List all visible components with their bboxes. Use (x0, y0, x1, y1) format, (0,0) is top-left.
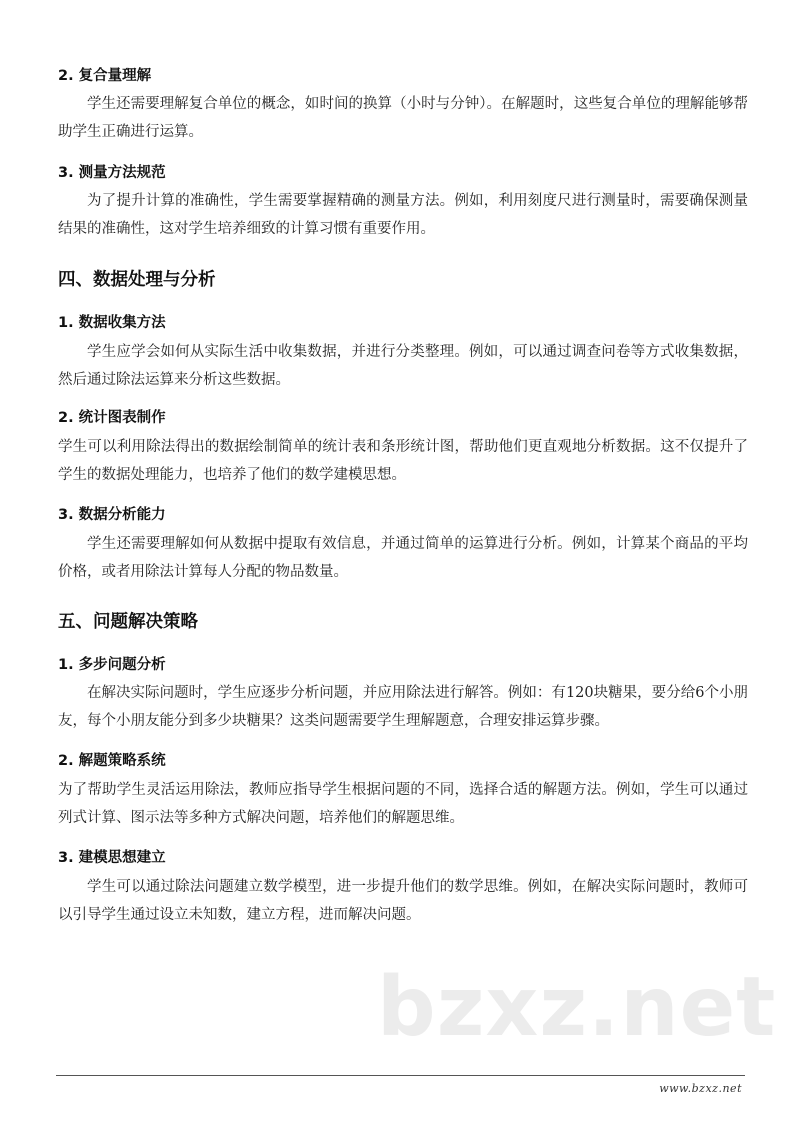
subsection-heading: 2. 解题策略系统 (58, 753, 166, 769)
footer-divider (56, 1075, 745, 1076)
section-title: 五、问题解决策略 (58, 612, 198, 632)
paragraph: 学生还需要理解如何从数据中提取有效信息，并通过简单的运算进行分析。例如，计算某个商品的平均价格，或者用除法计算每人分配的物品数量。 (58, 536, 748, 580)
paragraph: 在解决实际问题时，学生应逐步分析问题，并应用除法进行解答。例如：有120块糖果，要分给6个小朋友，每个小朋友能分到多少块糖果？这类问题需要学生理解题意，合理安排运算步骤。 (58, 685, 748, 729)
paragraph: 学生可以利用除法得出的数据绘制简单的统计表和条形统计图，帮助他们更直观地分析数据。这不仅提升了学生的数据处理能力，也培养了他们的数学建模思想。 (58, 439, 748, 483)
subsection-heading: 1. 多步问题分析 (58, 657, 166, 673)
subsection-heading: 2. 统计图表制作 (58, 410, 166, 426)
section-title: 四、数据处理与分析 (58, 270, 216, 290)
paragraph: 为了提升计算的准确性，学生需要掌握精确的测量方法。例如，利用刻度尺进行测量时，需要确保测量结果的准确性，这对学生培养细致的计算习惯有重要作用。 (58, 193, 748, 237)
footer-url: www.bzxz.net (659, 1082, 742, 1095)
subsection-heading: 3. 测量方法规范 (58, 165, 166, 181)
paragraph: 学生应学会如何从实际生活中收集数据，并进行分类整理。例如，可以通过调查问卷等方式收集数据，然后通过除法运算来分析这些数据。 (58, 344, 748, 388)
paragraph: 学生还需要理解复合单位的概念，如时间的换算（小时与分钟）。在解题时，这些复合单位的理解能够帮助学生正确进行运算。 (58, 96, 748, 140)
paragraph: 为了帮助学生灵活运用除法，教师应指导学生根据问题的不同，选择合适的解题方法。例如，学生可以通过列式计算、图示法等多种方式解决问题，培养他们的解题思维。 (58, 782, 748, 826)
subsection-heading: 3. 建模思想建立 (58, 850, 166, 866)
paragraph: 学生可以通过除法问题建立数学模型，进一步提升他们的数学思维。例如，在解决实际问题时，教师可以引导学生通过设立未知数，建立方程，进而解决问题。 (58, 879, 748, 923)
subsection-heading: 1. 数据收集方法 (58, 315, 166, 331)
subsection-heading: 3. 数据分析能力 (58, 507, 166, 523)
subsection-heading: 2. 复合量理解 (58, 68, 152, 84)
watermark: bzxz.net (377, 960, 777, 1055)
